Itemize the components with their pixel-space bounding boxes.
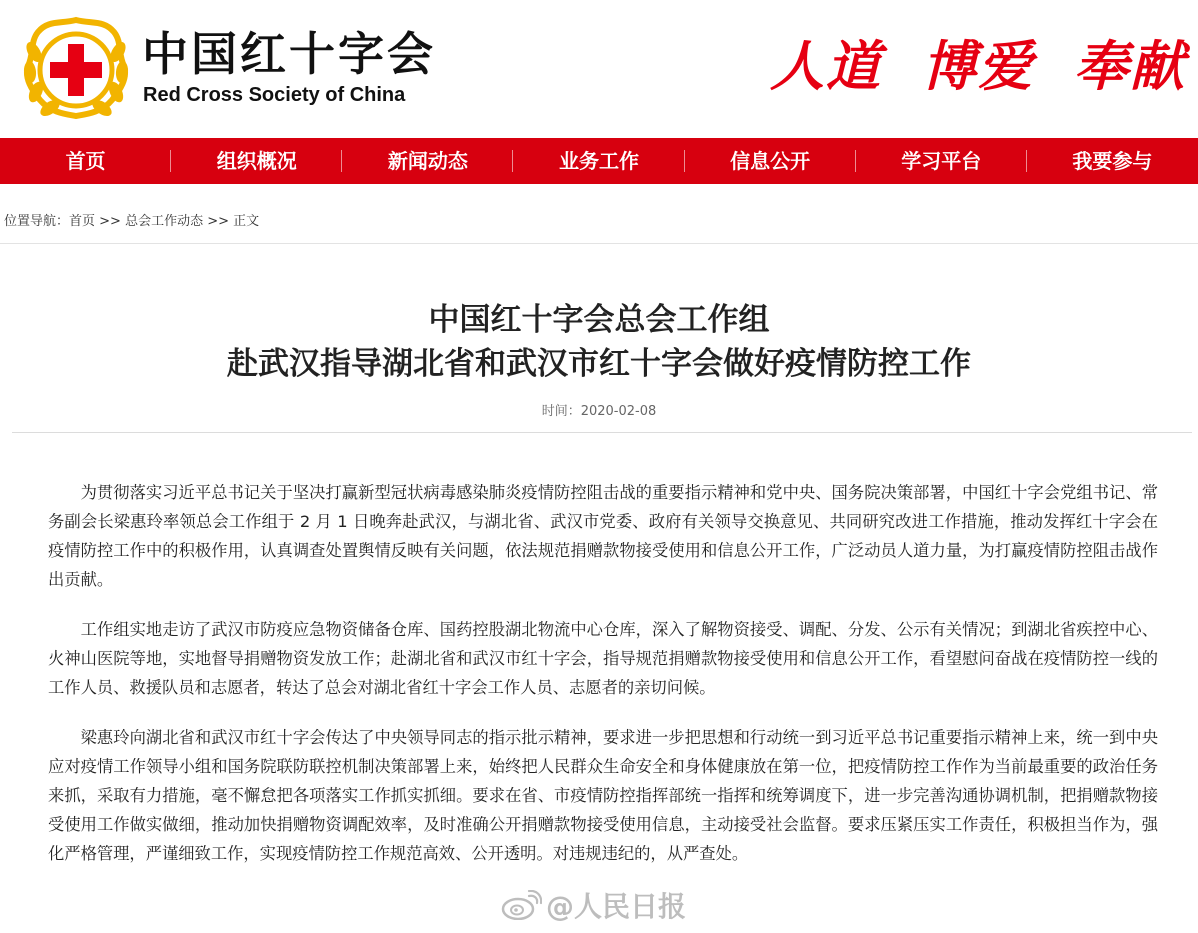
article-body: [48, 478, 1158, 889]
watermark-text: @人民日报: [546, 890, 687, 923]
article-paragraph: 为贯彻落实习近平总书记关于坚决打赢新型冠状病毒感染肺炎疫情防控阻击战的重要指示精神和党中央、国务院决策部署，中国红十字会党组书记、常务副会长梁惠玲率领总会工作组于 2 月 1 日晚奔赴武汉，与湖北省、武汉市党委、政府有关领导交换意见、共同研究改进工作措施，推动发挥红十字会在疫情防控工作中的积极作用，认真调查处置舆情反映有关问题，依法规范捐赠款物接受使用和信息公开工作，广泛动员人道力量，为打赢疫情防控阻击战作出贡献。: [48, 483, 1158, 589]
slogan-word: 人道: [770, 34, 882, 98]
nav-item-participate[interactable]: 我要参与: [1072, 149, 1153, 173]
breadcrumb-divider: [0, 243, 1198, 244]
breadcrumb-prefix: 位置导航：: [4, 214, 70, 229]
site-header: [0, 0, 1198, 138]
slogan-word: 奉献: [1074, 34, 1186, 98]
article-paragraph: 梁惠玲向湖北省和武汉市红十字会传达了中央领导同志的指示批示精神，要求进一步把思想和行动统一到习近平总书记重要指示精神上来，统一到中央应对疫情工作领导小组和国务院联防联控机制决策部署上来，始终把人民群众生命安全和身体健康放在第一位，把疫情防控工作作为当前最重要的政治任务来抓，采取有力措施，毫不懈怠把各项落实工作抓实抓细。要求在省、市疫情防控指挥部统一指挥和统筹调度下，进一步完善沟通协调机制，把捐赠款物接受使用工作做实做细，推动加快捐赠物资调配效率，及时准确公开捐赠款物接受使用信息，主动接受社会监督。要求压紧压实工作责任，积极担当作为，强化严格管理，严谨细致工作，实现疫情防控工作规范高效、公开透明。对违规违纪的，从严查处。: [48, 728, 1158, 863]
breadcrumb-section-link[interactable]: 总会工作动态: [125, 214, 204, 229]
title-divider: [12, 432, 1192, 433]
main-nav: [0, 138, 1198, 184]
breadcrumb-current: 正文: [233, 214, 260, 229]
breadcrumb: [4, 210, 259, 229]
weibo-watermark: [500, 885, 686, 925]
breadcrumb-separator: >>: [95, 214, 126, 229]
nav-item-business[interactable]: 业务工作: [513, 138, 684, 184]
article-title-line2: 赴武汉指导湖北省和武汉市红十字会做好疫情防控工作: [227, 346, 971, 382]
weibo-icon: [500, 890, 542, 920]
breadcrumb-separator: >>: [203, 214, 234, 229]
nav-item-news[interactable]: 新闻动态: [342, 138, 513, 184]
logo-chinese-name[interactable]: 中国红十字会: [142, 27, 436, 81]
article-paragraph: 工作组实地走访了武汉市防疫应急物资储备仓库、国药控股湖北物流中心仓库，深入了解物资接受、调配、分发、公示有关情况；到湖北省疾控中心、火神山医院等地，实地督导捐赠物资发放工作；赴湖北省和武汉市红十字会，指导规范捐赠款物接受使用和信息公开工作，看望慰问奋战在疫情防控一线的工作人员、救援队员和志愿者，转达了总会对湖北省红十字会工作人员、志愿者的亲切问候。: [48, 620, 1158, 697]
red-cross-emblem-icon[interactable]: [20, 16, 132, 120]
article-time: 时间：2020-02-08: [541, 404, 657, 419]
nav-item-home[interactable]: 首页: [0, 138, 171, 184]
slogan-word: 博爱: [922, 34, 1034, 98]
nav-item-organization[interactable]: 组织概况: [171, 138, 342, 184]
logo-english-name[interactable]: Red Cross Society of China: [143, 84, 406, 106]
nav-item-learning[interactable]: 学习平台: [856, 138, 1027, 184]
slogan: [770, 30, 1186, 102]
breadcrumb-home-link[interactable]: 首页: [69, 214, 96, 229]
article-title-line1: 中国红十字会总会工作组: [428, 302, 770, 338]
nav-item-disclosure[interactable]: 信息公开: [685, 138, 856, 184]
